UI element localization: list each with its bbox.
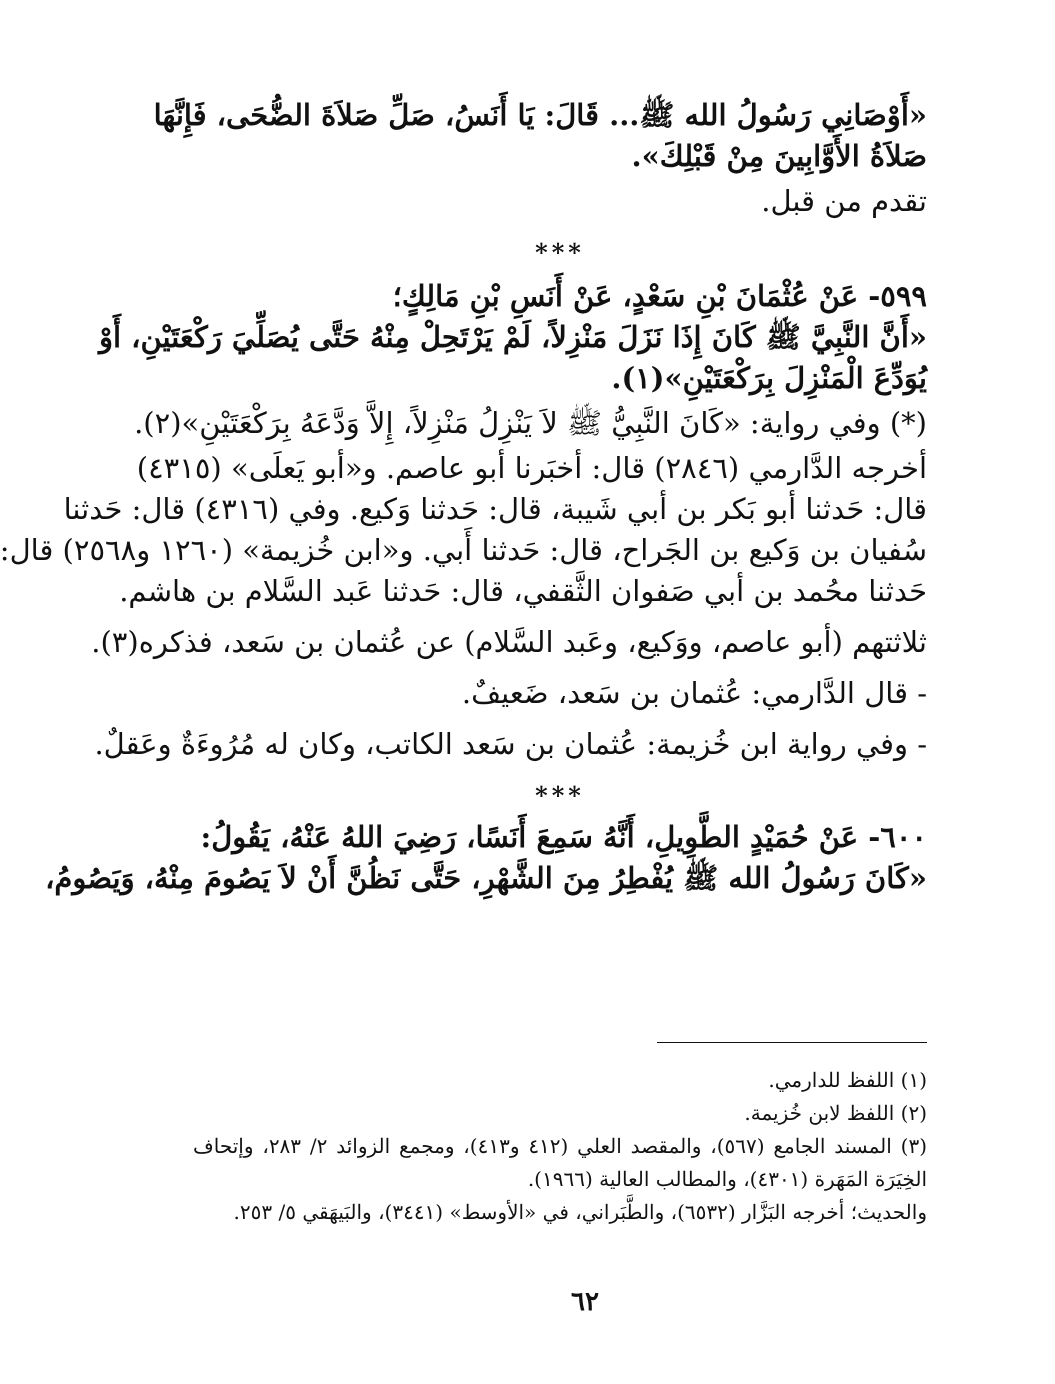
takhrij-line-1: أخرجه الدَّارمي (٢٨٤٦) قال: أخبَرنا أبو عاصم. و«أبو يَعلَى» (٤٣١٥) bbox=[136, 451, 927, 485]
footnote-3-line-1: (٣) المسند الجامع (٥٦٧)، والمقصد العلي (٤١٢ و٤١٣)، ومجمع الزوائد ٢/ ٢٨٣، وإتحاف bbox=[193, 1134, 927, 1158]
footnote-divider bbox=[657, 1042, 927, 1043]
takhrij-line-3: سُفيان بن وَكيع بن الجَراح، قال: حَدثنا أَبي. و«ابن خُزيمة» (١٢٦٠ و٢٥٦٨) قال: bbox=[0, 533, 927, 567]
ibn-khuzayma-note: - وفي رواية ابن خُزيمة: عُثمان بن سَعد الكاتب، وكان له مُرُوءَةٌ وعَقلٌ. bbox=[94, 727, 927, 761]
hadith-599-text-line-2: يُوَدِّعَ الْمَنْزِلَ بِرَكْعَتَيْنِ»(١). bbox=[611, 361, 927, 395]
footnote-1: (١) اللفظ للدارمي. bbox=[768, 1068, 927, 1092]
page-number: ٦٢ bbox=[571, 1287, 599, 1317]
section-separator: *** bbox=[535, 781, 585, 810]
cross-reference-note: تقدم من قبل. bbox=[761, 184, 927, 218]
hadith-599-alternate-narration: (*) وفي رواية: «كَانَ النَّبِيُّ ﷺ لاَ يَنْزِلُ مَنْزِلاً، إِلاَّ وَدَّعَهُ بِرَكْعَتَيْنِ»(٢). bbox=[134, 406, 927, 440]
quote-line-1: «أَوْصَانِي رَسُولُ الله ﷺ... قَالَ: يَا أَنَسُ، صَلِّ صَلاَةَ الضُّحَى، فَإِنَّهَا bbox=[153, 98, 927, 132]
footnote-3-line-2: الخِيَرَة المَهَرة (٤٣٠١)، والمطالب العالية (١٩٦٦). bbox=[527, 1167, 927, 1191]
hadith-600-heading: ٦٠٠- عَنْ حُمَيْدٍ الطَّوِيلِ، أَنَّهُ سَمِعَ أَنَسًا، رَضِيَ اللهُ عَنْهُ، يَقُولُ: bbox=[200, 820, 927, 854]
darimi-note: - قال الدَّارمي: عُثمان بن سَعد، ضَعيفٌ. bbox=[461, 676, 927, 710]
footnotes bbox=[193, 1064, 927, 1229]
takhrij-line-2: قال: حَدثنا أبو بَكر بن أبي شَيبة، قال: حَدثنا وَكيع. وفي (٤٣١٦) قال: حَدثنا bbox=[63, 492, 927, 526]
section-separator: *** bbox=[535, 238, 585, 267]
takhrij-line-4: حَدثنا محُمد بن أبي صَفوان الثَّقفي، قال: حَدثنا عَبد السَّلام بن هاشم. bbox=[119, 574, 927, 608]
quote-line-2: صَلاَةُ الأَوَّابِينَ مِنْ قَبْلِكَ». bbox=[631, 139, 927, 173]
hadith-599-text-line-1: «أَنَّ النَّبِيَّ ﷺ كَانَ إِذَا نَزَلَ مَنْزِلاً، لَمْ يَرْتَحِلْ مِنْهُ حَتَّى يُصَلِّيَ رَكْعَتَيْنِ، أَوْ bbox=[98, 320, 927, 354]
footnote-2: (٢) اللفظ لابن خُزيمة. bbox=[744, 1101, 927, 1125]
page-body bbox=[0, 95, 927, 899]
narrators-summary: ثلاثتهم (أبو عاصم، ووَكيع، وعَبد السَّلام) عن عُثمان بن سَعد، فذكره(٣). bbox=[91, 625, 927, 659]
hadith-599-heading: ٥٩٩- عَنْ عُثْمَانَ بْنِ سَعْدٍ، عَنْ أَنَسِ بْنِ مَالِكٍ؛ bbox=[392, 279, 927, 313]
hadith-600-text-line: «كَانَ رَسُولُ الله ﷺ يُفْطِرُ مِنَ الشَّهْرِ، حَتَّى نَظُنَّ أَنْ لاَ يَصُومَ مِنْهُ، وَيَصُومُ، bbox=[45, 861, 927, 895]
footnote-extra: والحديث؛ أخرجه البَزَّار (٦٥٣٢)، والطَّبَراني، في «الأوسط» (٣٤٤١)، والبَيهَقي ٥/ ٢٥٣. bbox=[233, 1200, 927, 1224]
